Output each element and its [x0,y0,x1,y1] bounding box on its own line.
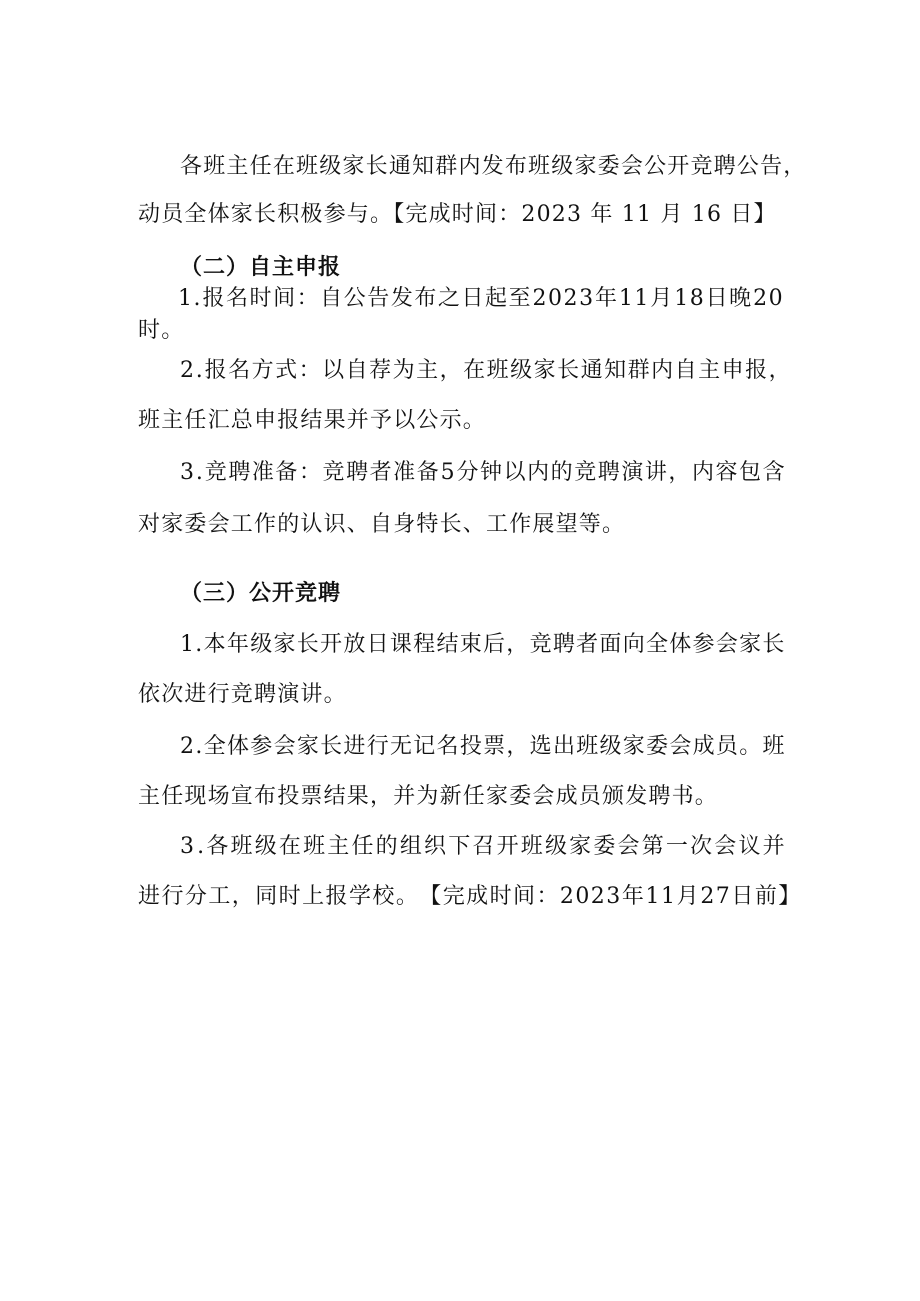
paragraph-5-line-2: 依次进行竞聘演讲。 [138,682,347,707]
paragraph-4-line-2: 对家委会工作的认识、自身特长、工作展望等。 [138,512,626,537]
section-heading-2: （二）自主申报 [180,254,342,280]
paragraph-1-line-1: 各 班 主 任 在 班 级 家 长 通 知 群 内 发 布 班 级 家 委 会 公 开 竞 聘 公 告 ， [180,154,807,179]
paragraph-5-line-1: 1 . 本 年 级 家 长 开 放 日 课 程 结 束 后 ， 竞 聘 者 面 向 全 体 参 会 家 长 [180,632,786,657]
paragraph-2-line-2: 时。 [138,318,185,343]
paragraph-1-line-2: 动员全体家长积极参与。【完成时间：2023 年 11 月 16 日】 [138,202,777,227]
paragraph-7-line-2: 进 行 分 工 ， 同 时 上 报 学 校 。 【 完 成 时 间 ： 2 0 2 3 年 1 1 月 2 7 日 前 】 [138,884,802,909]
paragraph-6-line-2: 主任现场宣布投票结果，并为新任家委会成员颁发聘书。 [138,784,719,809]
paragraph-7-line-1: 3 . 各 班 级 在 班 主 任 的 组 织 下 召 开 班 级 家 委 会 第 一 次 会 议 并 [180,834,786,859]
paragraph-2-line-1: 1 . 报 名 时 间 ： 自 公 告 发 布 之 日 起 至 2 0 2 3 年 1 1 月 1 8 日 晚 2 0 [178,286,784,311]
paragraph-3-line-1: 2 . 报 名 方 式 ： 以 自 荐 为 主 ， 在 班 级 家 长 通 知 群 内 自 主 申 报 ， [180,358,792,383]
paragraph-6-line-1: 2 . 全 体 参 会 家 长 进 行 无 记 名 投 票 ， 选 出 班 级 家 委 会 成 员 。 班 [180,734,786,759]
paragraph-3-line-2: 班主任汇总申报结果并予以公示。 [138,408,487,433]
section-heading-3: （三）公开竞聘 [180,580,342,606]
paragraph-4-line-1: 3 . 竞 聘 准 备 ： 竞 聘 者 准 备 5 分 钟 以 内 的 竞 聘 演 讲 ， 内 容 包 含 [180,460,786,485]
